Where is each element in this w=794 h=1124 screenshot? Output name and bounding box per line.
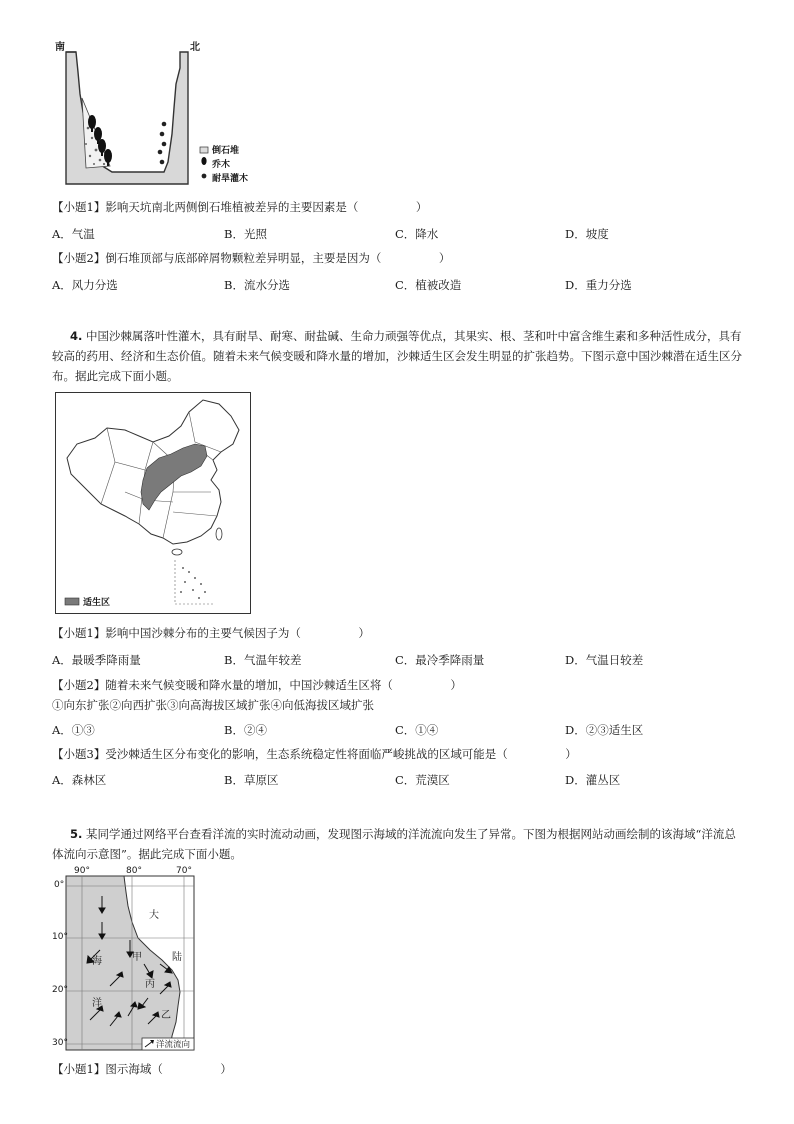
point-label-jia: 甲 (132, 952, 142, 963)
option-c[interactable]: C．荒漠区 (395, 773, 450, 787)
option-d[interactable]: D．气温日较差 (565, 653, 644, 667)
question-text: 【小题1】图示海域（ ） (52, 1062, 232, 1076)
tiankeng-cross-section-figure (52, 38, 252, 188)
option-b[interactable]: B．流水分选 (224, 278, 290, 292)
option-d[interactable]: D．坡度 (565, 227, 609, 241)
option-b[interactable]: B．②④ (224, 723, 267, 737)
sea-char-2: 洋 (92, 998, 102, 1009)
question-text: 【小题1】影响中国沙棘分布的主要气候因子为（ ） (52, 626, 370, 640)
option-a[interactable]: A．风力分选 (52, 278, 118, 292)
lon-label-90: 90° (74, 866, 90, 876)
option-c[interactable]: C．植被改造 (395, 278, 462, 292)
option-a[interactable]: A．①③ (52, 723, 95, 737)
option-c[interactable]: C．①④ (395, 723, 439, 737)
map-legend-label: 适生区 (83, 598, 111, 608)
question-text: 【小题2】倒石堆顶部与底部碎屑物颗粒差异明显，主要是因为（ ） (52, 251, 451, 265)
option-a[interactable]: A．气温 (52, 227, 95, 241)
label-south: 南 (55, 42, 65, 53)
section-4-intro (52, 326, 742, 386)
legend-shrub: 耐旱灌木 (212, 174, 249, 184)
land-char-1: 大 (149, 910, 159, 921)
label-north: 北 (190, 42, 200, 53)
option-a[interactable]: A．最暖季降雨量 (52, 653, 141, 667)
lat-label-30: 30° (52, 1038, 68, 1048)
option-d[interactable]: D．②③适生区 (565, 723, 644, 737)
option-c[interactable]: C．最冷季降雨量 (395, 653, 485, 667)
question-number: 4. (70, 329, 83, 343)
lon-label-70: 70° (176, 866, 192, 876)
option-d[interactable]: D．灌丛区 (565, 773, 621, 787)
option-d[interactable]: D．重力分选 (565, 278, 632, 292)
question-text: 【小题1】影响天坑南北两侧倒石堆植被差异的主要因素是（ ） (52, 200, 428, 214)
intro-text: 某同学通过网络平台查看洋流的实时流动动画，发现图示海域的洋流流向发生了异常。下图为根据网站动画绘制的该海域“洋流总体流向示意图”。据此完成下面小题。 (52, 827, 736, 861)
question-number: 5. (70, 827, 83, 841)
china-seabuckthorn-map (55, 392, 251, 614)
sea-char-1: 海 (92, 956, 102, 967)
section-5-intro (52, 824, 742, 864)
lat-label-0: 0° (54, 880, 65, 890)
legend-scree: 倒石堆 (212, 146, 240, 156)
lon-label-80: 80° (126, 866, 142, 876)
point-label-bing: 丙 (145, 979, 155, 990)
question-subtext: ①向东扩张②向西扩张③向高海拔区域扩张④向低海拔区域扩张 (52, 698, 374, 712)
option-b[interactable]: B．光照 (224, 227, 267, 241)
legend-tree: 乔木 (212, 160, 231, 170)
point-label-yi: 乙 (161, 1010, 171, 1021)
lat-label-10: 10° (52, 932, 68, 942)
option-a[interactable]: A．森林区 (52, 773, 107, 787)
lat-label-20: 20° (52, 985, 68, 995)
intro-text: 中国沙棘属落叶性灌木，具有耐旱、耐寒、耐盐碱、生命力顽强等优点，其果实、根、茎和叶中富含维生素和多种活性成分，具有较高的药用、经济和生态价值。随着未来气候变暖和降水量的增加，沙棘适生区会发生明显的扩张趋势。下图示意中国沙棘潜在适生区分布。据此完成下面小题。 (52, 329, 742, 383)
ocean-current-map (52, 866, 204, 1056)
question-text: 【小题3】受沙棘适生区分布变化的影响，生态系统稳定性将面临严峻挑战的区域可能是（ ） (52, 747, 577, 761)
question-text: 【小题2】随着未来气候变暖和降水量的增加，中国沙棘适生区将（ ） (52, 678, 462, 692)
land-char-2: 陆 (172, 952, 182, 963)
option-c[interactable]: C．降水 (395, 227, 439, 241)
map-legend-label: 洋流流向 (156, 1040, 191, 1050)
option-b[interactable]: B．气温年较差 (224, 653, 302, 667)
option-b[interactable]: B．草原区 (224, 773, 279, 787)
